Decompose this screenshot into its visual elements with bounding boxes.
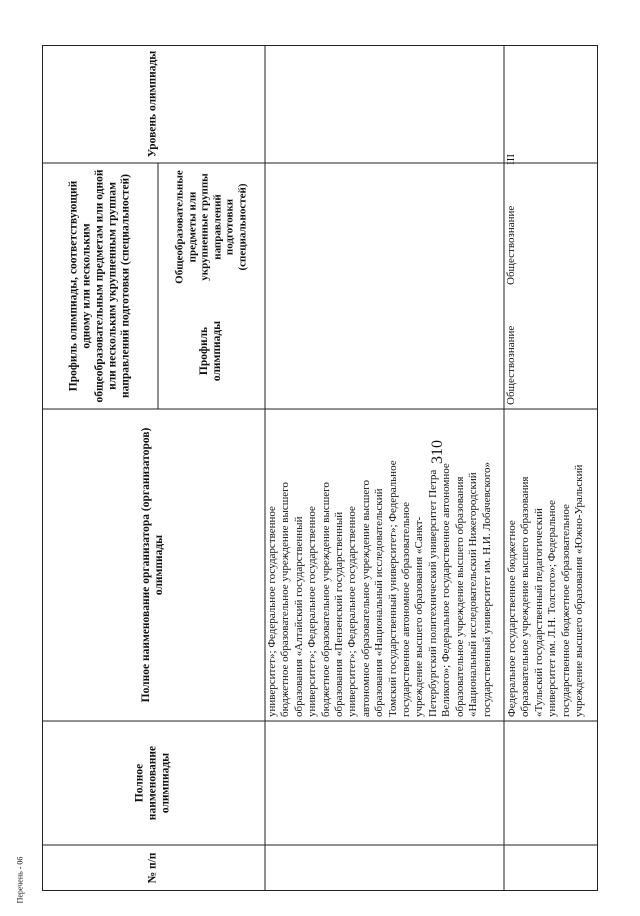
text-line: университет»; Федеральное государственное (266, 506, 278, 717)
text-line: образования «Национальный исследовательский (373, 488, 386, 717)
text-line: Томский государственный университет»; Федеральное (386, 460, 399, 717)
text-line: Петербургский политехнический университет Петра (426, 469, 439, 717)
text-line: образования «Пензенский государственный (333, 511, 346, 717)
text-line: Федеральное государственное бюджетное (506, 520, 518, 717)
text-line: «Тульский государственный педагогический (532, 508, 545, 717)
text-line: бюджетное образовательное учреждение высшего (279, 482, 292, 717)
text-line: «Национальный исследовательский Нижегородский (467, 472, 480, 717)
text-line: бюджетное образовательное учреждение высшего (319, 482, 332, 717)
text-line: государственное бюджетное образовательное (559, 504, 572, 717)
header-profile: Профиль олимпиады (198, 320, 223, 382)
row2-level: III (505, 154, 517, 165)
header-organizer: Полное наименование организатора (организаторов) олимпиады (140, 427, 165, 703)
text-line: государственный университет им. Н.И. Лобачевского» (480, 462, 493, 717)
row1-organizer (266, 413, 502, 717)
text-line: образования «Алтайский государственный (292, 516, 305, 717)
header-profile-group: Профиль олимпиады, соответствующий одному или нескольким общеобразовательным предметам или одной или нескольким укрупненным группам направлений подготовки (специальностей) (67, 169, 132, 403)
header-level: Уровень олимпиады (146, 50, 159, 158)
row2-profile: Обществознание (505, 325, 517, 405)
text-line: автономное образовательное учреждение высшего (359, 480, 372, 717)
text-line: учреждение высшего образования «Южно-Уральский (573, 464, 586, 717)
text-line: учреждение высшего образования «Санкт- (413, 516, 426, 717)
header-olymp-name: Полное наименование олимпиады (133, 745, 172, 821)
row2-subject: Обществознание (505, 205, 517, 285)
olympiad-table (42, 45, 598, 891)
header-subjects: Общеобразовательные предметы или укрупненные группы направлений подготовки (специальностей) (173, 170, 248, 284)
text-line: государственное автономное образовательное (400, 501, 413, 717)
text-line: Великого»; Федеральное государственное автономное (440, 463, 453, 717)
header-num: № п/п (146, 852, 159, 884)
text-line: образовательное учреждение высшего образования (519, 476, 532, 717)
page-number: 310 (429, 440, 446, 464)
footer-label: Перечень - 06 (15, 856, 25, 904)
text-line: университет»; Федеральное государственное (306, 506, 319, 717)
text-line: университет»; Федеральное государственное (346, 506, 359, 717)
text-line: университет им. Л.Н. Толстого»; Федеральное (546, 500, 559, 717)
row2-organizer (506, 413, 596, 717)
text-line: образовательное учреждение высшего образования (453, 476, 466, 717)
